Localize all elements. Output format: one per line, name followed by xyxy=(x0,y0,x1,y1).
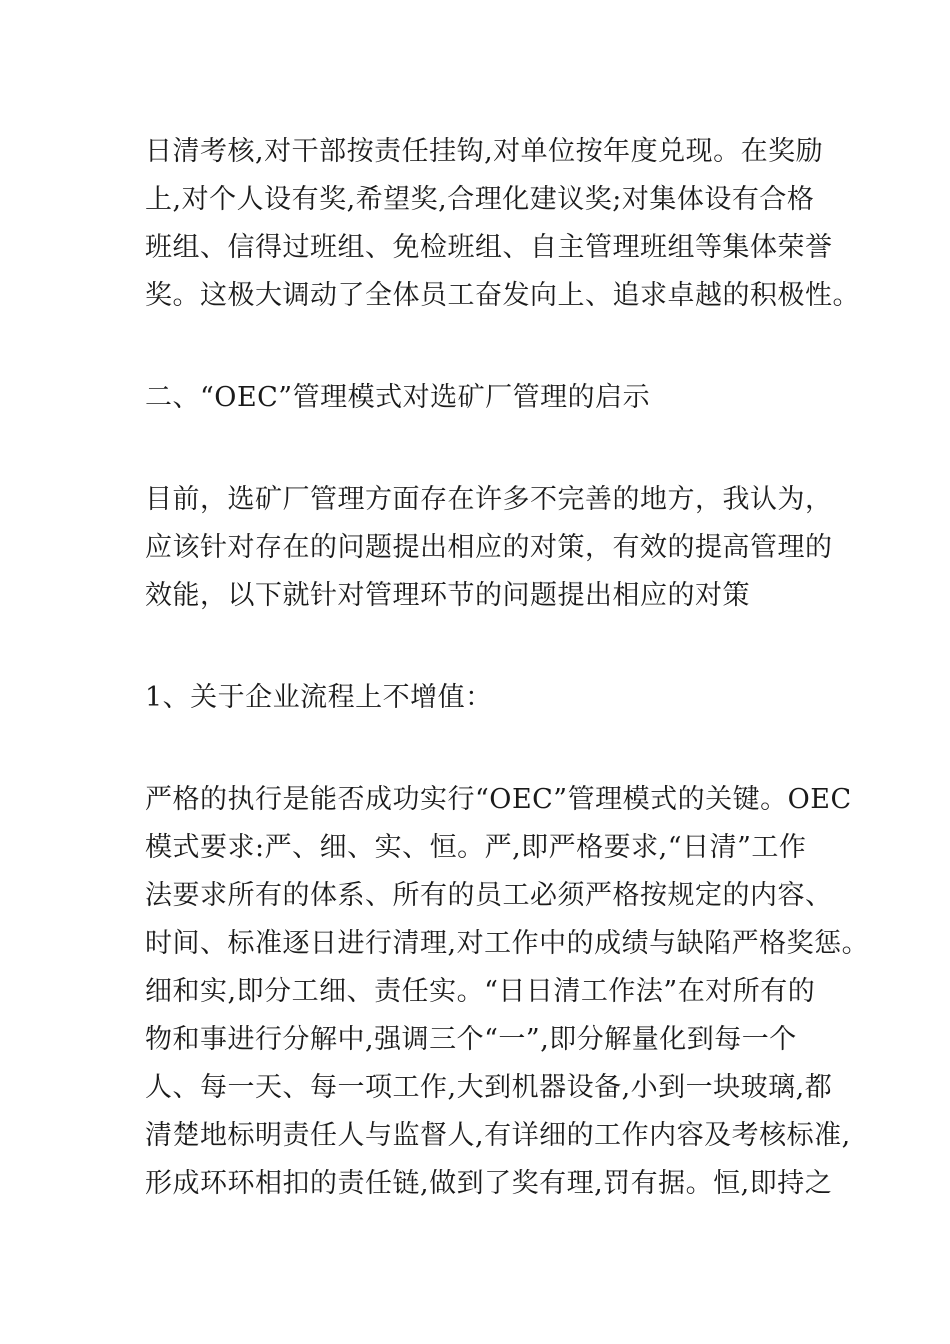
paragraph-3-line-6: 物和事进行分解中,强调三个“一”,即分解量化到每一个 xyxy=(145,1024,797,1055)
paragraph-1-line-2: 上,对个人设有奖,希望奖,合理化建议奖;对集体设有合格 xyxy=(145,184,815,215)
subsection-heading: 1、关于企业流程上不增值： xyxy=(145,682,493,713)
paragraph-3-line-9: 形成环环相扣的责任链,做到了奖有理,罚有据。恒,即持之 xyxy=(145,1168,833,1199)
paragraph-1-line-4: 奖。这极大调动了全体员工奋发向上、追求卓越的积极性。 xyxy=(145,280,860,311)
paragraph-1-line-3: 班组、信得过班组、免检班组、自主管理班组等集体荣誉 xyxy=(145,232,833,263)
paragraph-3-line-8: 清楚地标明责任人与监督人,有详细的工作内容及考核标准, xyxy=(145,1120,851,1151)
paragraph-2-line-1: 目前，选矿厂管理方面存在许多不完善的地方，我认为， xyxy=(145,484,833,515)
paragraph-3-line-2: 模式要求:严、细、实、恒。严,即严格要求,“日清”工作 xyxy=(145,832,807,863)
paragraph-3-line-1: 严格的执行是能否成功实行“OEC”管理模式的关键。OEC xyxy=(145,784,852,815)
paragraph-3-line-3: 法要求所有的体系、所有的员工必须严格按规定的内容、 xyxy=(145,880,833,911)
paragraph-2-line-3: 效能，以下就针对管理环节的问题提出相应的对策 xyxy=(145,580,750,611)
paragraph-3-line-4: 时间、标准逐日进行清理,对工作中的成绩与缺陷严格奖惩。 xyxy=(145,928,870,959)
paragraph-3-line-5: 细和实,即分工细、责任实。“日日清工作法”在对所有的 xyxy=(145,976,816,1007)
paragraph-3-line-7: 人、每一天、每一项工作,大到机器设备,小到一块玻璃,都 xyxy=(145,1072,833,1103)
paragraph-1-line-1: 日清考核,对干部按责任挂钩,对单位按年度兑现。在奖励 xyxy=(145,136,824,167)
paragraph-2-line-2: 应该针对存在的问题提出相应的对策，有效的提高管理的 xyxy=(145,532,833,563)
section-heading: 二、“OEC”管理模式对选矿厂管理的启示 xyxy=(145,382,651,413)
